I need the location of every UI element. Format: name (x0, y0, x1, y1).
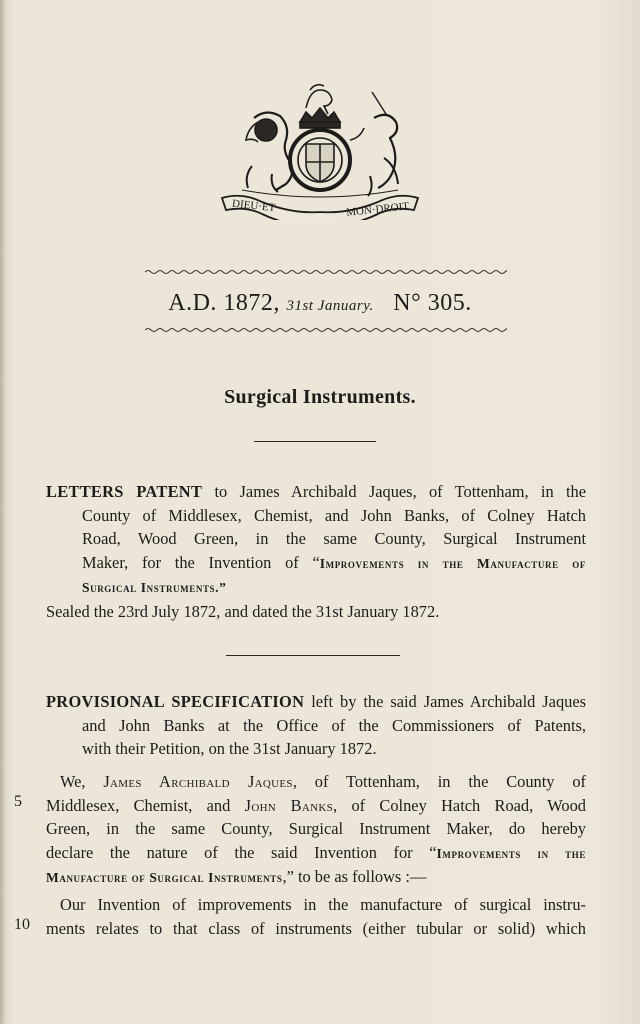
body-paragraph-2 (46, 893, 586, 940)
page-title: Surgical Instruments. (224, 386, 416, 408)
text-line: PROVISIONAL SPECIFICATION left by the said James Archibald Jaques (46, 692, 586, 711)
text-line: County of Middlesex, Chemist, and John Banks, of Colney Hatch (82, 505, 586, 525)
text-line: Surgical Instruments.” (82, 580, 227, 596)
divider-rule (226, 655, 400, 656)
motto-left: DIEU·ET (231, 197, 276, 215)
text-line: Our Invention of improvements in the manufacture of surgical instru- (60, 895, 586, 914)
text-line: Middlesex, Chemist, and John Banks, of Colney Hatch Road, Wood (46, 795, 586, 815)
text-line: with their Petition, on the 31st January 1872. (82, 739, 377, 759)
text-line: Green, in the same County, Surgical Instrument Maker, do hereby (46, 819, 586, 839)
provisional-lead: PROVISIONAL SPECIFICATION (46, 692, 305, 711)
wavy-rule-top (145, 268, 507, 276)
wavy-rule-bottom (145, 326, 507, 334)
patent-dateline (0, 290, 640, 317)
motto-right: MON·DROIT (345, 200, 410, 219)
royal-coat-of-arms (214, 78, 426, 220)
provisional-specification-paragraph (46, 690, 586, 761)
text-line: Maker, for the Invention of “Improvements in the Manufacture of (82, 552, 587, 572)
patent-date: 31st January. (286, 298, 374, 314)
text-line: We, James Archibald Jaques, of Tottenham, in the County of (60, 772, 586, 791)
sealed-line: Sealed the 23rd July 1872, and dated the 31st January 1872. (46, 602, 440, 621)
text-line: Road, Wood Green, in the same County, Surgical Instrument (82, 529, 586, 549)
line-number: 10 (14, 916, 30, 933)
page-edge-shadow (0, 0, 6, 1024)
line-number: 5 (14, 793, 22, 810)
text-line: declare the nature of the said Invention for “Improvements in the (46, 842, 586, 862)
divider-rule (254, 441, 376, 442)
patent-number: N° 305. (393, 290, 472, 316)
text-line: ments relates to that class of instruments (either tubular or solid) which (46, 918, 586, 938)
text-line: and John Banks at the Office of the Commissioners of Patents, (82, 715, 586, 735)
body-paragraph-1 (46, 770, 586, 890)
letters-patent-lead: LETTERS PATENT (46, 482, 203, 501)
letters-patent-paragraph (46, 480, 586, 600)
text-line: Manufacture of Surgical Instruments,” to be as follows :— (46, 867, 427, 887)
text-line: LETTERS PATENT to James Archibald Jaques, of Tottenham, in the (46, 482, 586, 501)
patent-year: A.D. 1872, (168, 290, 280, 316)
